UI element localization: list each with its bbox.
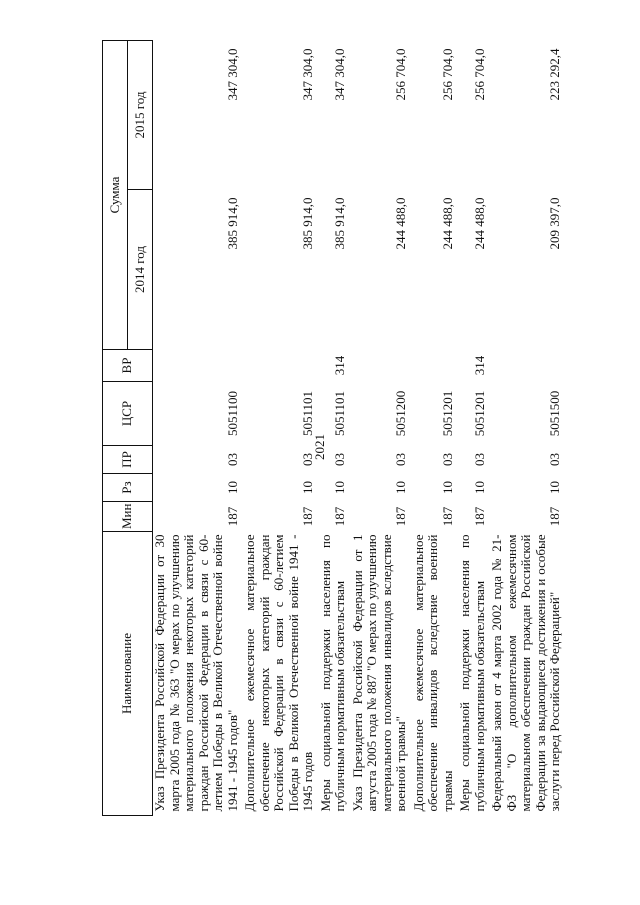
row-sum-2014: 385 914,0 [224,197,240,250]
row-rz: 10 [332,481,347,494]
table-row [153,41,244,816]
row-sum-2014: 385 914,0 [332,197,347,250]
row-pr: 03 [547,453,562,466]
row-min: 187 [393,506,408,527]
row-vr [490,350,566,382]
page-number: 2021 [312,434,327,460]
row-name: Указ Президента Российской Федерации от 30 марта 2005 года № 363 "О мерах по улучшению материального положения некоторых категорий граждан Российской Федерации в связи с 60-летием Победы в Великой Отечественной войне 1941 - 1945 годов" [152,534,240,812]
table-row [412,41,459,816]
table-row [490,41,566,816]
row-pr: 03 [300,453,315,466]
row-csr: 5051200 [393,390,408,437]
header-csr: ЦСР [103,382,153,446]
header-min: Мин [103,502,153,532]
row-rz: 10 [547,481,562,494]
header-vr: ВР [103,350,153,382]
header-name: Наименование [103,532,153,816]
row-name: Федеральный закон от 4 марта 2002 года № 21-ФЗ "О дополнительном ежемесячном материальном обеспечении граждан Российской Федерации за выдающиеся достижения и особые заслуги перед Российской Федерацией" [489,534,562,812]
table-row [458,41,490,816]
row-vr [412,350,459,382]
header-summa: Сумма [103,41,128,350]
table-row [319,41,351,816]
row-name: Меры социальной поддержки населения по публичным нормативным обязательствам [317,534,347,812]
row-csr: 5051101 [332,390,347,437]
row-sum-2015: 256 704,0 [471,48,487,101]
row-rz: 10 [471,481,487,494]
row-min: 187 [332,506,347,527]
row-sum-2014: 209 397,0 [547,197,562,250]
row-sum-2015: 347 304,0 [332,48,347,101]
rotated-budget-table-wrapper [102,41,639,816]
row-pr: 03 [471,453,487,466]
row-vr: 314 [332,355,347,376]
row-vr: 314 [471,355,487,376]
row-pr: 03 [332,453,347,466]
row-sum-2015: 347 304,0 [224,48,240,101]
row-sum-2015: 223 292,4 [547,48,562,101]
row-csr: 5051201 [471,390,487,437]
header-rz: Рз [103,474,153,502]
row-rz: 10 [300,481,315,494]
row-sum-2014: 244 488,0 [393,197,408,250]
row-vr [243,350,319,382]
row-csr: 5051101 [300,390,315,437]
row-min: 187 [439,506,455,527]
row-name: Дополнительное ежемесячное материальное обеспечение некоторых категорий граждан Российской Федерации в связи с 60-летием Победы в Великой Отечественной войне 1941 - 1945 годов [242,534,315,812]
row-csr: 5051201 [439,390,455,437]
row-vr [351,350,412,382]
row-pr: 03 [224,453,240,466]
row-name: Указ Президента Российской Федерации от 1 августа 2005 года № 887 "О мерах по улучшению материального положения инвалидов вследствие военной травмы" [349,534,408,812]
row-csr: 5051500 [547,390,562,437]
row-rz: 10 [224,481,240,494]
row-rz: 10 [439,481,455,494]
row-min: 187 [224,506,240,527]
table-row [351,41,412,816]
header-2014: 2014 год [128,190,153,350]
header-2015: 2015 год [128,41,153,190]
row-name: Дополнительное ежемесячное материальное обеспечение инвалидов вследствие военной травмы [410,534,455,812]
row-name: Меры социальной поддержки населения по публичным нормативным обязательствам [457,534,487,812]
row-pr: 03 [439,453,455,466]
row-min: 187 [471,506,487,527]
row-rz: 10 [393,481,408,494]
row-sum-2015: 347 304,0 [300,48,315,101]
row-sum-2015: 256 704,0 [439,48,455,101]
row-sum-2014: 244 488,0 [471,197,487,250]
row-pr: 03 [393,453,408,466]
header-pr: ПР [103,446,153,474]
row-vr [153,350,244,382]
row-sum-2014: 244 488,0 [439,197,455,250]
row-min: 187 [300,506,315,527]
row-min: 187 [547,506,562,527]
row-sum-2015: 256 704,0 [393,48,408,101]
budget-table [102,40,566,816]
row-sum-2014: 385 914,0 [300,197,315,250]
table-row [243,41,319,816]
row-csr: 5051100 [224,390,240,437]
